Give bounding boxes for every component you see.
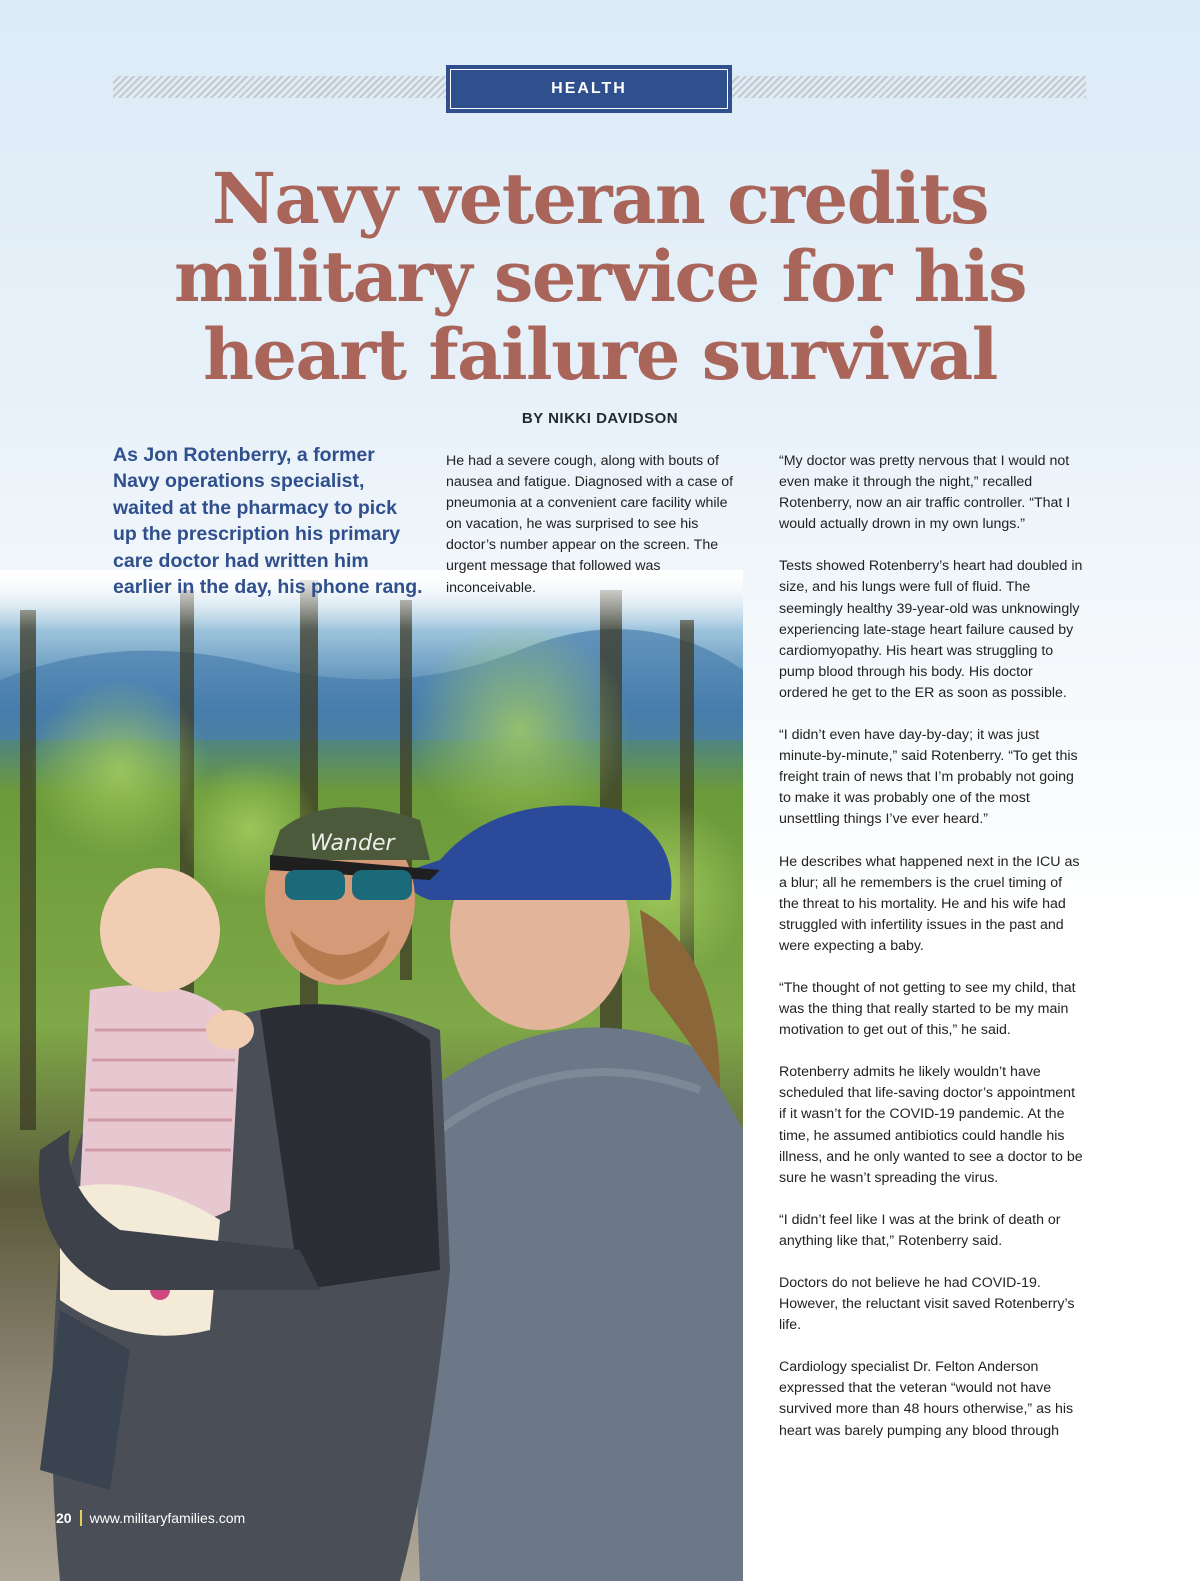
section-tag [446,65,732,113]
section-label: HEALTH [551,80,627,97]
paragraph: He describes what happened next in the ICU as a blur; all he remembers is the cruel timing of the threat to his mortality. He and his wife had struggled with infertility issues in the past and were expecting a baby. [779,853,1080,954]
paragraph: Doctors do not believe he had COVID-19. However, the reluctant visit saved Rotenberry’s life. [779,1275,1075,1334]
paragraph: “My doctor was pretty nervous that I would not even make it through the night,” recalled Rotenberry, now an air traffic controller. “That I would actually drown in my own lungs.” [779,453,1071,533]
body-column-2 [779,451,1084,1463]
headline-line-1: Navy veteran credits [212,157,988,240]
byline: BY NIKKI DAVIDSON [521,410,679,427]
article-dek: As Jon Rotenberry, a former Navy operations specialist, waited at the pharmacy to pick up the prescription his primary care doctor had written him earlier in the day, his phone rang. [113,444,423,599]
cap-lettering: Wander [310,831,395,856]
paragraph: Cardiology specialist Dr. Felton Anderson expressed that the veteran “would not have survived more than 48 hours otherwise,” as his heart was barely pumping any blood through [779,1359,1074,1439]
headline-line-3: heart failure survival [203,313,997,396]
paragraph: He had a severe cough, along with bouts of nausea and fatigue. Diagnosed with a case of pneumonia at a convenient care facility while on vacation, he was surprised to see his doctor’s number appear on the screen. The urgent message that followed was inconceivable. [446,453,734,596]
paragraph: Tests showed Rotenberry’s heart had doubled in size, and his lungs were full of fluid. The seemingly healthy 39-year-old was unknowingly experiencing late-stage heart failure caused by cardiomyopathy. His heart was struggling to pump blood through his body. His doctor ordered he get to the ER as soon as possible. [779,558,1083,701]
header-rule-right [732,76,1086,98]
footer-url[interactable]: www.militaryfamilies.com [89,1510,246,1526]
page-number: 20 [56,1510,72,1526]
header-rule-left [113,76,446,98]
article-headline [100,157,1100,396]
paragraph: “The thought of not getting to see my child, that was the thing that really started to be my main motivation to get out of this,” he said. [779,979,1076,1039]
body-column-1 [446,451,741,620]
paragraph: “I didn’t feel like I was at the brink of death or anything like that,” Rotenberry said. [779,1211,1061,1249]
family-photo [0,570,743,1581]
footer-divider [80,1510,82,1526]
paragraph: “I didn’t even have day-by-day; it was just minute-by-minute,” said Rotenberry. “To get this freight train of news that I’m probably not going to make it was probably one of the most unsettling things I’ve ever heard.” [779,727,1078,828]
paragraph: Rotenberry admits he likely wouldn’t have scheduled that life-saving doctor’s appointment if it wasn’t for the COVID-19 pandemic. At the time, he assumed antibiotics could handle his illness, and he only wanted to see a doctor to be sure he wasn’t spreading the virus. [779,1064,1083,1186]
page-footer [56,1510,245,1526]
headline-line-2: military service for his [173,235,1027,318]
